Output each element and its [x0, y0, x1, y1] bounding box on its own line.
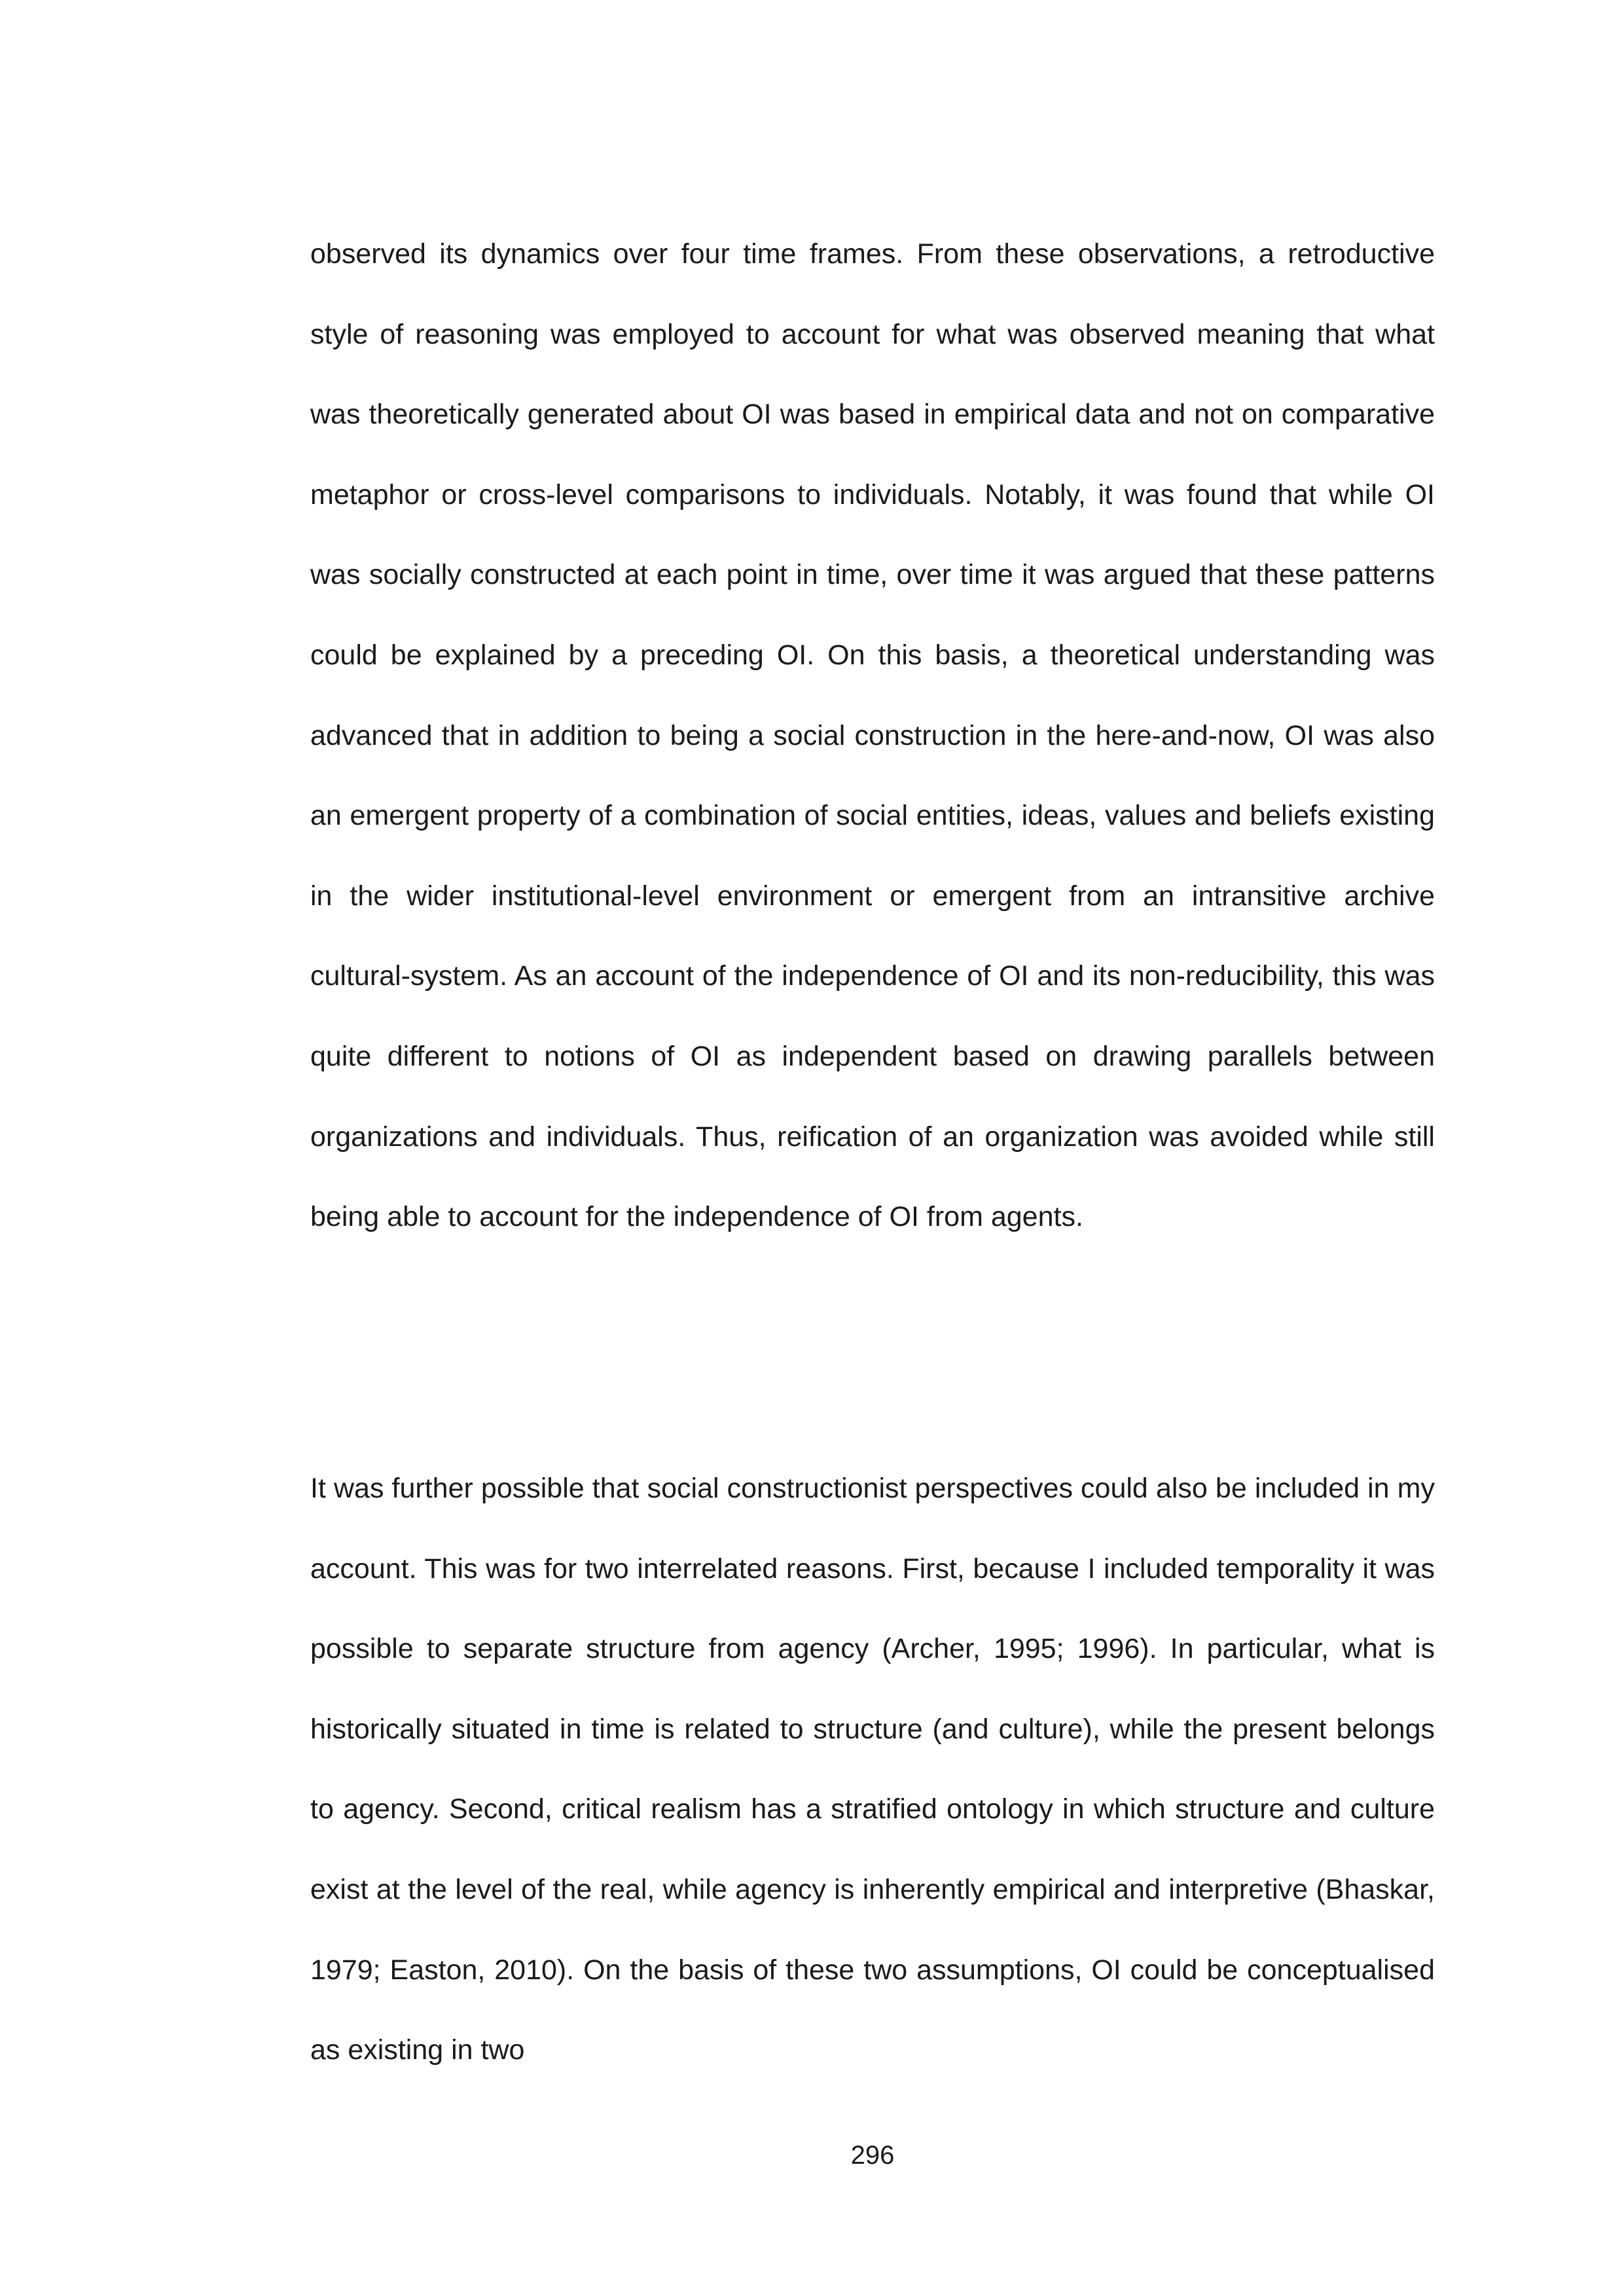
- body-paragraph-1: observed its dynamics over four time frames. From these observations, a retroductive style of reasoning was employed to account for what was observed meaning that what was theoretically generated about OI was based in empirical data and not on comparative metaphor or cross-level comparisons to individuals. Notably, it was found that while OI was socially constructed at each point in time, over time it was argued that these patterns could be explained by a preceding OI. On this basis, a theoretical understanding was advanced that in addition to being a social construction in the here-and-now, OI was also an emergent property of a combination of social entities, ideas, values and beliefs existing in the wider institutional-level environment or emergent from an intransitive archive cultural-system. As an account of the independence of OI and its non-reducibility, this was quite different to notions of OI as independent based on drawing parallels between organizations and individuals. Thus, reification of an organization was avoided while still being able to account for the independence of OI from agents.: [310, 238, 1435, 1233]
- body-paragraph-2: It was further possible that social constructionist perspectives could also be included in my account. This was for two interrelated reasons. First, because I included temporality it was possible to separate structure from agency (Archer, 1995; 1996). In particular, what is historically situated in time is related to structure (and culture), while the present belongs to agency. Second, critical realism has a stratified ontology in which structure and culture exist at the level of the real, while agency is inherently empirical and interpretive (Bhaskar, 1979; Easton, 2010). On the basis of these two assumptions, OI could be conceptualised as existing in two: [310, 1473, 1435, 2066]
- page-number: 296: [850, 2141, 895, 2170]
